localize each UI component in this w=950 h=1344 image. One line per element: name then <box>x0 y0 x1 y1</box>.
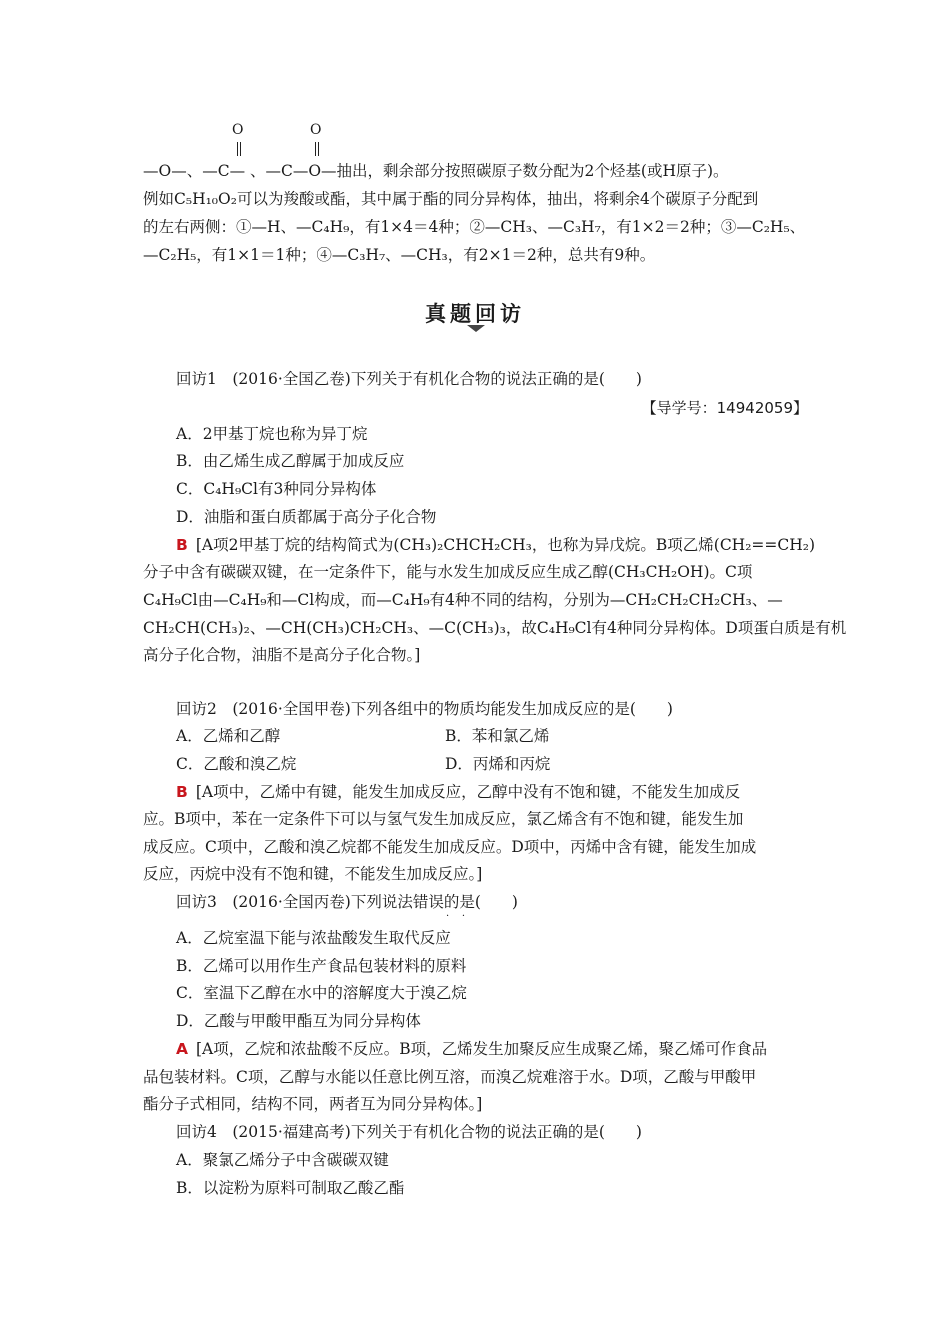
q3-option-b: B．乙烯可以用作生产食品包装材料的原料 <box>176 957 467 975</box>
q2-option-d: D．丙烯和丙烷 <box>445 755 551 773</box>
q2-option-c: C．乙酸和溴乙烷 <box>176 755 297 773</box>
q4-option-a: A．聚氯乙烯分子中含碳碳双键 <box>176 1151 389 1169</box>
intro-line-1: —O—、—C— 、—C—O—抽出，剩余部分按照碳原子数分配为2个烃基(或H原子)。 <box>143 162 729 180</box>
q1-explain-3: C₄H₉Cl由—C₄H₉和—Cl构成，而—C₄H₉有4种不同的结构，分别为—CH₂CH₂CH₂CH₃、— <box>143 591 783 609</box>
q3-answer: A <box>176 1040 188 1058</box>
q1-option-a: A．2甲基丁烷也称为异丁烷 <box>176 425 368 443</box>
q3-stem: 回访3 (2016·全国丙卷)下列说法错误的是( ) <box>176 893 518 911</box>
q1-explain-4: CH₂CH(CH₃)₂、—CH(CH₃)CH₂CH₃、—C(CH₃)₃，故C₄H₉Cl有4种同分异构体。D项蛋白质是有机 <box>143 619 847 637</box>
q1-explain-1: B [A项2甲基丁烷的结构简式为(CH₃)₂CHCH₂CH₃，也称为异戊烷。B项乙烯(CH₂==CH₂) <box>176 536 816 554</box>
guide-number: 【导学号：14942059】 <box>641 399 808 417</box>
title-triangle-icon <box>467 325 485 332</box>
double-bond-1 <box>237 142 238 156</box>
q3-option-d: D．乙酸与甲酸甲酯互为同分异构体 <box>176 1012 421 1030</box>
carbonyl-oxygen-2: O <box>310 122 322 138</box>
q1-answer: B <box>176 536 188 554</box>
double-bond-2 <box>315 142 316 156</box>
carbonyl-oxygen-1: O <box>232 122 244 138</box>
intro-line-4: —C₂H₅，有1×1＝1种；④—C₃H₇、—CH₃，有2×1＝2种，总共有9种。 <box>143 246 656 264</box>
q3-explain-1: A [A项，乙烷和浓盐酸不反应。B项，乙烯发生加聚反应生成聚乙烯，聚乙烯可作食品 <box>176 1040 768 1058</box>
q1-explain-5: 高分子化合物，油脂不是高分子化合物。] <box>143 646 421 664</box>
q2-stem: 回访2 (2016·全国甲卷)下列各组中的物质均能发生加成反应的是( ) <box>176 700 673 718</box>
q1-option-c: C．C₄H₉Cl有3种同分异构体 <box>176 480 377 498</box>
q1-option-b: B．由乙烯生成乙醇属于加成反应 <box>176 452 405 470</box>
double-bond-1b <box>240 142 241 156</box>
double-bond-2b <box>318 142 319 156</box>
emphasis-dots: · · <box>446 911 466 922</box>
q2-explain-4: 反应，丙烷中没有不饱和键，不能发生加成反应。] <box>143 865 483 883</box>
q4-stem: 回访4 (2015·福建高考)下列关于有机化合物的说法正确的是( ) <box>176 1123 642 1141</box>
q2-option-a: A．乙烯和乙醇 <box>176 727 281 745</box>
q1-option-d: D．油脂和蛋白质都属于高分子化合物 <box>176 508 437 526</box>
q2-explain-1: B [A项中，乙烯中有键，能发生加成反应，乙醇中没有不饱和键，不能发生加成反 <box>176 783 741 801</box>
q2-answer: B <box>176 783 188 801</box>
q3-option-a: A．乙烷室温下能与浓盐酸发生取代反应 <box>176 929 451 947</box>
q1-explain-2: 分子中含有碳碳双键，在一定条件下，能与水发生加成反应生成乙醇(CH₃CH₂OH)。C项 <box>143 563 753 581</box>
q4-option-b: B．以淀粉为原料可制取乙酸乙酯 <box>176 1179 405 1197</box>
q2-option-b: B．苯和氯乙烯 <box>445 727 550 745</box>
intro-line-3: 的左右两侧：①—H、—C₄H₉，有1×4＝4种；②—CH₃、—C₃H₇，有1×2＝2种；③—C₂H₅、 <box>143 218 806 236</box>
q3-option-c: C．室温下乙醇在水中的溶解度大于溴乙烷 <box>176 984 467 1002</box>
q3-explain-3: 酯分子式相同，结构不同，两者互为同分异构体。] <box>143 1095 483 1113</box>
section-title: 真题回访 <box>425 302 525 326</box>
q3-explain-2: 品包装材料。C项，乙醇与水能以任意比例互溶，而溴乙烷难溶于水。D项，乙酸与甲酸甲 <box>143 1068 757 1086</box>
q2-explain-3: 成反应。C项中，乙酸和溴乙烷都不能发生加成反应。D项中，丙烯中含有键，能发生加成 <box>143 838 757 856</box>
q2-explain-2: 应。B项中，苯在一定条件下可以与氢气发生加成反应，氯乙烯含有不饱和键，能发生加 <box>143 810 744 828</box>
q1-stem: 回访1 (2016·全国乙卷)下列关于有机化合物的说法正确的是( ) <box>176 370 642 388</box>
intro-line-2: 例如C₅H₁₀O₂可以为羧酸或酯，其中属于酯的同分异构体，抽出，将剩余4个碳原子分配到 <box>143 190 759 208</box>
